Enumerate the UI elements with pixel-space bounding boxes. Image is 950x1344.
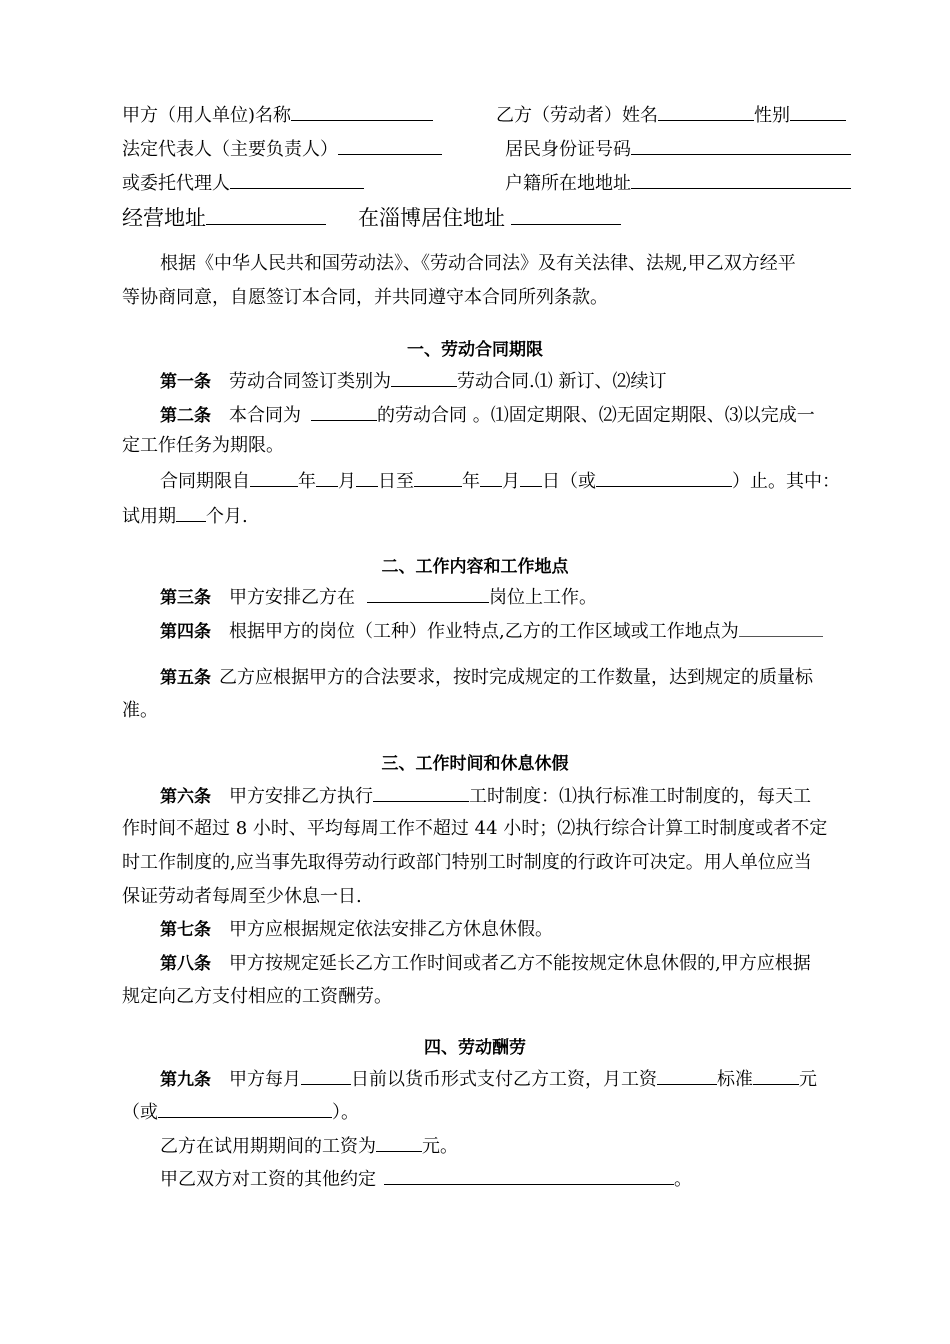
business-address-blank[interactable] bbox=[206, 202, 326, 225]
article-8-text: 甲方按规定延长乙方工作时间或者乙方不能按规定休息休假的,甲方应根据 bbox=[229, 953, 811, 974]
article-8 bbox=[160, 952, 811, 976]
article-2-text-2: 的劳动合同 。⑴固定期限、⑵无固定期限、⑶以完成一 bbox=[377, 405, 815, 426]
term-month-label: 月 bbox=[338, 471, 356, 492]
article-3-label: 第三条 bbox=[160, 588, 211, 608]
section-1-title: 一、劳动合同期限 bbox=[407, 340, 543, 360]
household-address-blank[interactable] bbox=[631, 170, 851, 189]
agent-blank[interactable] bbox=[230, 170, 364, 189]
probation-pay-unit: 元。 bbox=[422, 1136, 458, 1157]
article-9-text-3: 标准 bbox=[717, 1069, 753, 1090]
contract-category-blank[interactable] bbox=[391, 368, 457, 387]
probation-months-blank[interactable] bbox=[176, 503, 206, 522]
article-2-text-1: 本合同为 bbox=[229, 405, 301, 426]
monthly-wage-blank[interactable] bbox=[657, 1066, 717, 1085]
article-6-text-2: 工时制度：⑴执行标准工时制度的，每天工 bbox=[469, 786, 811, 807]
section-2-title: 二、工作内容和工作地点 bbox=[381, 557, 569, 577]
article-5-line-2: 准。 bbox=[122, 700, 158, 721]
article-7 bbox=[160, 918, 553, 942]
article-6-line-2: 作时间不超过 8 小时、平均每周工作不超过 44 小时；⑵执行综合计算工时制度或者不定 bbox=[122, 818, 828, 839]
party-b-name-blank[interactable] bbox=[658, 102, 754, 121]
party-a-name-blank[interactable] bbox=[291, 102, 433, 121]
article-6-line-3: 时工作制度的,应当事先取得劳动行政部门特别工时制度的行政许可决定。用人单位应当 bbox=[122, 852, 812, 873]
contract-type-blank[interactable] bbox=[311, 402, 377, 421]
party-a-name-label: 甲方（用人单位)名称 bbox=[122, 105, 292, 126]
article-5 bbox=[160, 666, 813, 690]
zibo-address-row bbox=[358, 202, 621, 230]
gender-label: 性别 bbox=[754, 105, 790, 126]
party-b-name-row bbox=[496, 102, 846, 128]
party-b-name-label: 乙方（劳动者）姓名 bbox=[496, 105, 658, 126]
article-8-label: 第八条 bbox=[160, 954, 211, 974]
pay-day-blank[interactable] bbox=[301, 1066, 351, 1085]
article-9-text-1: 甲方每月 bbox=[229, 1069, 301, 1090]
article-9-label: 第九条 bbox=[160, 1070, 211, 1090]
zibo-address-label: 在淄博居住地址 bbox=[358, 206, 505, 230]
other-wage-terms-blank[interactable] bbox=[384, 1166, 674, 1185]
other-wage-terms bbox=[160, 1166, 692, 1192]
article-5-label: 第五条 bbox=[160, 668, 211, 688]
preamble-line-1: 根据《中华人民共和国劳动法》、《劳动合同法》及有关法律、法规,甲乙双方经平 bbox=[160, 253, 796, 274]
start-year-blank[interactable] bbox=[250, 468, 298, 487]
article-1-text-2: 劳动合同.⑴ 新订、⑵续订 bbox=[457, 371, 667, 392]
probation-unit: 个月. bbox=[206, 506, 248, 527]
article-1 bbox=[160, 368, 666, 394]
term-end-label: ）止。其中： bbox=[732, 471, 840, 492]
zibo-address-blank[interactable] bbox=[511, 202, 621, 225]
article-7-text: 甲方应根据规定依法安排乙方休息休假。 bbox=[229, 919, 553, 940]
id-number-row bbox=[505, 136, 851, 162]
article-6-line-4: 保证劳动者每周至少休息一日. bbox=[122, 886, 362, 907]
term-alt-blank[interactable] bbox=[596, 468, 732, 487]
article-7-label: 第七条 bbox=[160, 920, 211, 940]
probation-pay bbox=[160, 1133, 458, 1159]
start-month-blank[interactable] bbox=[316, 468, 338, 487]
business-address-row bbox=[122, 202, 326, 230]
household-address-row bbox=[505, 170, 851, 196]
article-3-text-1: 甲方安排乙方在 bbox=[229, 587, 355, 608]
business-address-label: 经营地址 bbox=[122, 206, 206, 230]
article-2 bbox=[160, 402, 815, 428]
probation-pay-blank[interactable] bbox=[376, 1133, 422, 1152]
article-9-line-2-open: （或 bbox=[122, 1102, 158, 1123]
wage-standard-blank[interactable] bbox=[753, 1066, 799, 1085]
article-4 bbox=[160, 618, 823, 644]
probation-label: 试用期 bbox=[122, 506, 176, 527]
other-wage-terms-label: 甲乙双方对工资的其他约定 bbox=[160, 1169, 376, 1190]
start-day-blank[interactable] bbox=[356, 468, 378, 487]
probation-pay-label: 乙方在试用期期间的工资为 bbox=[160, 1136, 376, 1157]
term-day-or-label: 日（或 bbox=[542, 471, 596, 492]
article-4-text: 根据甲方的岗位（工种）作业特点,乙方的工作区域或工作地点为 bbox=[229, 621, 739, 642]
article-6-label: 第六条 bbox=[160, 787, 211, 807]
article-8-line-2: 规定向乙方支付相应的工资酬劳。 bbox=[122, 986, 392, 1007]
article-2-label: 第二条 bbox=[160, 406, 211, 426]
article-6 bbox=[160, 783, 811, 809]
article-9-line-2 bbox=[122, 1099, 359, 1125]
legal-rep-label: 法定代表人（主要负责人） bbox=[122, 139, 338, 160]
preamble-line-2: 等协商同意，自愿签订本合同，并共同遵守本合同所列条款。 bbox=[122, 287, 608, 308]
article-9-line-2-close: ）。 bbox=[332, 1102, 359, 1123]
article-1-text-1: 劳动合同签订类别为 bbox=[229, 371, 391, 392]
work-location-blank[interactable] bbox=[739, 618, 823, 637]
term-year2-label: 年 bbox=[462, 471, 480, 492]
id-number-label: 居民身份证号码 bbox=[505, 139, 631, 160]
section-3-title: 三、工作时间和休息休假 bbox=[381, 754, 569, 774]
article-4-label: 第四条 bbox=[160, 622, 211, 642]
agent-row bbox=[122, 170, 364, 196]
article-9 bbox=[160, 1066, 817, 1092]
term-year-label: 年 bbox=[298, 471, 316, 492]
legal-rep-row bbox=[122, 136, 442, 162]
article-2-line-2: 定工作任务为期限。 bbox=[122, 435, 284, 456]
article-9-text-4: 元 bbox=[799, 1069, 817, 1090]
end-day-blank[interactable] bbox=[520, 468, 542, 487]
household-address-label: 户籍所在地地址 bbox=[505, 173, 631, 194]
article-6-text-1: 甲方安排乙方执行 bbox=[229, 786, 373, 807]
article-3 bbox=[160, 584, 597, 610]
article-5-text: 乙方应根据甲方的合法要求，按时完成规定的工作数量，达到规定的质量标 bbox=[219, 667, 813, 688]
section-4-title: 四、劳动酬劳 bbox=[424, 1038, 526, 1058]
work-hours-system-blank[interactable] bbox=[373, 783, 469, 802]
article-3-text-2: 岗位上工作。 bbox=[489, 587, 597, 608]
probation bbox=[122, 503, 248, 529]
other-wage-terms-end: 。 bbox=[674, 1169, 692, 1190]
party-a-name-row bbox=[122, 102, 433, 128]
wage-alt-blank[interactable] bbox=[158, 1099, 332, 1118]
legal-rep-blank[interactable] bbox=[338, 136, 442, 155]
contract-term bbox=[160, 468, 840, 494]
end-month-blank[interactable] bbox=[480, 468, 502, 487]
term-month2-label: 月 bbox=[502, 471, 520, 492]
agent-label: 或委托代理人 bbox=[122, 173, 230, 194]
id-number-blank[interactable] bbox=[631, 136, 851, 155]
gender-blank[interactable] bbox=[790, 102, 846, 121]
term-label: 合同期限自 bbox=[160, 471, 250, 492]
position-blank[interactable] bbox=[367, 584, 489, 603]
article-9-text-2: 日前以货币形式支付乙方工资，月工资 bbox=[351, 1069, 657, 1090]
term-day-to-label: 日至 bbox=[378, 471, 414, 492]
end-year-blank[interactable] bbox=[414, 468, 462, 487]
article-1-label: 第一条 bbox=[160, 372, 211, 392]
